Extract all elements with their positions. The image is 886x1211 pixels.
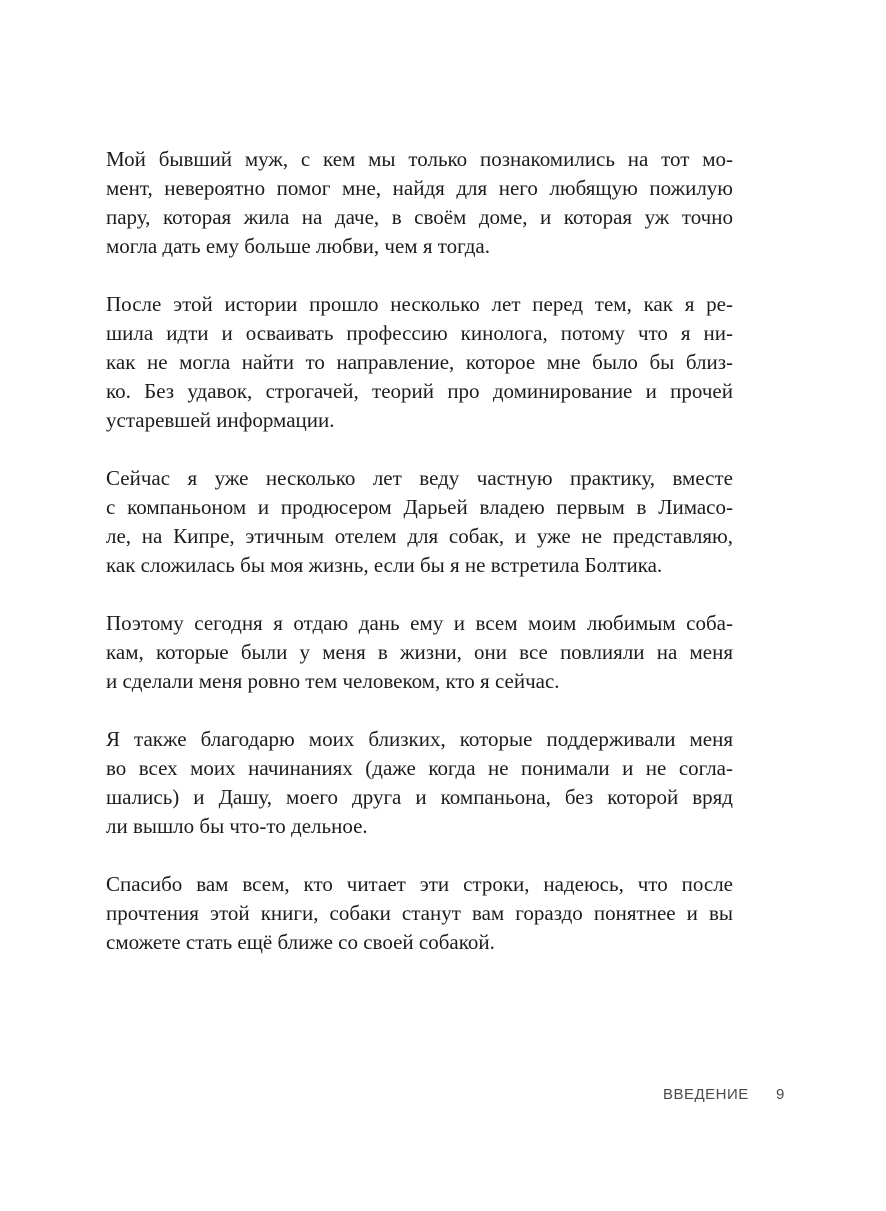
text-line: с компаньоном и продюсером Дарьей владею первым в Лимасо- xyxy=(106,495,733,519)
text-line: шила идти и осваивать профессию кинолога, потому что я ни- xyxy=(106,321,733,345)
text-line: ле, на Кипре, этичным отелем для собак, и уже не представляю, xyxy=(106,524,733,548)
paragraph-3 xyxy=(106,464,733,580)
text-line: как не могла найти то направление, которое мне было бы близ- xyxy=(106,350,733,374)
text-line: Мой бывший муж, с кем мы только познакомились на тот мо- xyxy=(106,147,733,171)
page-number: 9 xyxy=(776,1086,785,1103)
text-line: Сейчас я уже несколько лет веду частную практику, вместе xyxy=(106,466,733,490)
text-line: пару, которая жила на даче, в своём доме, и которая уж точно xyxy=(106,205,733,229)
text-line: во всех моих начинаниях (даже когда не понимали и не согла- xyxy=(106,756,733,780)
page-footer xyxy=(0,1085,886,1105)
paragraph-4 xyxy=(106,609,733,696)
paragraph-2 xyxy=(106,290,733,435)
body-text xyxy=(106,145,733,986)
text-line: Я также благодарю моих близких, которые поддерживали меня xyxy=(106,727,733,751)
text-line: ли вышло бы что-то дельное. xyxy=(106,814,368,838)
text-line: могла дать ему больше любви, чем я тогда. xyxy=(106,234,490,258)
text-line: Поэтому сегодня я отдаю дань ему и всем моим любимым соба- xyxy=(106,611,733,635)
text-line: устаревшей информации. xyxy=(106,408,335,432)
text-line: сможете стать ещё ближе со своей собакой. xyxy=(106,930,495,954)
text-line: кам, которые были у меня в жизни, они все повлияли на меня xyxy=(106,640,733,664)
text-line: После этой истории прошло несколько лет перед тем, как я ре- xyxy=(106,292,733,316)
text-line: Спасибо вам всем, кто читает эти строки, надеюсь, что после xyxy=(106,872,733,896)
text-line: как сложилась бы моя жизнь, если бы я не встретила Болтика. xyxy=(106,553,663,577)
paragraph-5 xyxy=(106,725,733,841)
text-line: мент, невероятно помог мне, найдя для него любящую пожилую xyxy=(106,176,733,200)
paragraph-1 xyxy=(106,145,733,261)
paragraph-6 xyxy=(106,870,733,957)
running-title: ВВЕДЕНИЕ xyxy=(663,1086,749,1103)
text-line: прочтения этой книги, собаки станут вам гораздо понятнее и вы xyxy=(106,901,733,925)
text-line: и сделали меня ровно тем человеком, кто я сейчас. xyxy=(106,669,560,693)
text-line: ко. Без удавок, строгачей, теорий про доминирование и прочей xyxy=(106,379,733,403)
text-line: шались) и Дашу, моего друга и компаньона, без которой вряд xyxy=(106,785,733,809)
